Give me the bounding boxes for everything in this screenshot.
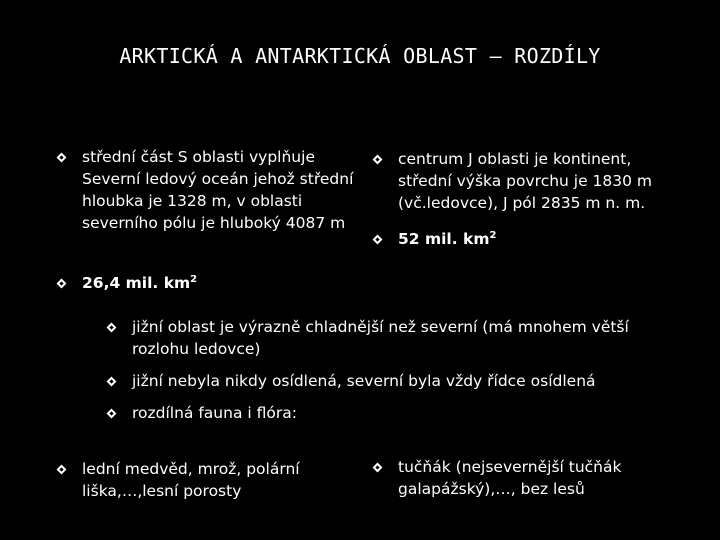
- south-area-value: 52 mil. km: [398, 230, 490, 248]
- bullet-south-fauna: [372, 456, 672, 500]
- bullet-text: rozdílná fauna i flóra:: [132, 404, 297, 422]
- bullet-south-colder: [106, 316, 646, 360]
- bullet-text: střední část S oblasti vyplňuje Severní ledový oceán jehož střední hloubka je 1328 m, v oblasti severního pólu je hluboký 4087 m: [82, 148, 354, 232]
- bullet-icon: [107, 377, 117, 387]
- middle-bullets-2: [106, 370, 646, 392]
- bullet-icon: [57, 465, 67, 475]
- bullet-icon: [57, 153, 67, 163]
- bullet-icon: [373, 463, 383, 473]
- bullet-text: centrum J oblasti je kontinent, střední výška povrchu je 1830 m (vč.ledovce), J pól 2835 m n. m.: [398, 150, 653, 212]
- left-column-area: [56, 272, 356, 294]
- middle-bullets: [106, 316, 646, 360]
- bullet-text: tučňák (nejsevernější tučňák galapážský),…, bez lesů: [398, 458, 622, 498]
- slide-title: ARKTICKÁ A ANTARKTICKÁ OBLAST – ROZDÍLY: [119, 44, 601, 68]
- bullet-text: jižní oblast je výrazně chladnější než severní (má mnohem větší rozlohu ledovce): [132, 318, 629, 358]
- bullet-south-continent: [372, 148, 672, 214]
- bullet-north-area: [56, 272, 356, 294]
- middle-bullets-3: [106, 402, 646, 424]
- bullet-fauna-flora: [106, 402, 646, 424]
- bullet-north-ocean: [56, 146, 356, 234]
- south-area-exponent: 2: [489, 229, 497, 241]
- bullet-north-fauna: [56, 458, 346, 502]
- bullet-icon: [107, 409, 117, 419]
- bullet-icon: [57, 279, 67, 289]
- right-column-area: [372, 228, 672, 250]
- left-column: [56, 146, 356, 234]
- north-area-exponent: 2: [190, 273, 198, 285]
- bullet-text: lední medvěd, mrož, polární liška,…,lesní porosty: [82, 460, 300, 500]
- bullet-settlement: [106, 370, 646, 392]
- bullet-text: jižní nebyla nikdy osídlená, severní byla vždy řídce osídlená: [132, 372, 596, 390]
- right-column: [372, 148, 672, 214]
- bullet-icon: [373, 235, 383, 245]
- bullet-icon: [107, 323, 117, 333]
- bottom-left: [56, 458, 346, 502]
- bullet-south-area: [372, 228, 672, 250]
- bottom-right: [372, 456, 672, 500]
- bullet-icon: [373, 155, 383, 165]
- north-area-value: 26,4 mil. km: [82, 274, 191, 292]
